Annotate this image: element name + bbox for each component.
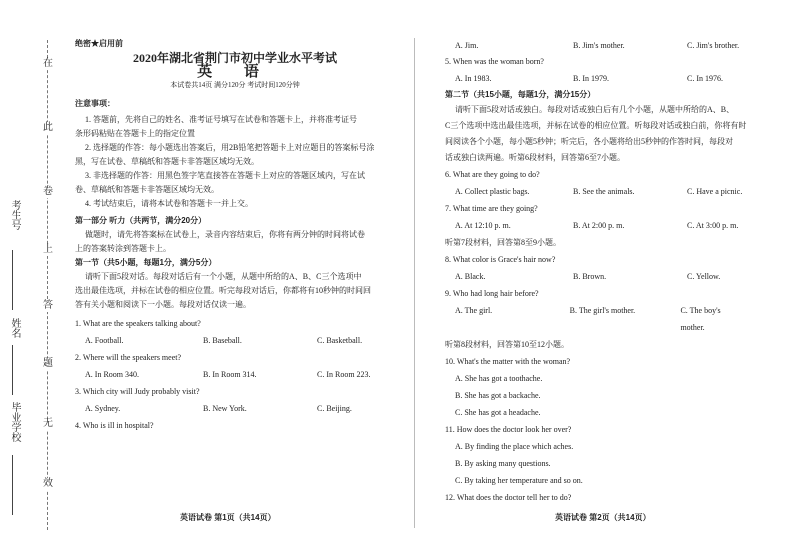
page-right	[445, 38, 745, 506]
options-3	[85, 399, 395, 418]
seal-char: 在	[43, 58, 53, 69]
notice-line: 卷、草稿纸和答题卡非答题区域均无效。	[75, 185, 219, 194]
section1-text: 请听下面5段对话。每段对话后有一个小题，从题中所给的A、B、C三个选项中	[85, 272, 362, 281]
options-4	[455, 38, 745, 53]
option[interactable]: C. The boy's mother.	[680, 306, 721, 332]
exam-title: 2020年湖北省荆门市初中学业水平考试	[132, 51, 337, 65]
school-line	[12, 455, 13, 515]
option[interactable]: A. Football.	[85, 336, 124, 345]
option[interactable]: B. In Room 314.	[203, 370, 257, 379]
section1-text: 答有关小题和阅读下一小题。每段对话仅读一遍。	[75, 300, 251, 309]
option[interactable]: C. Have a picnic.	[687, 187, 743, 196]
option[interactable]: C. Yellow.	[687, 272, 721, 281]
option[interactable]: A. Black.	[455, 272, 486, 281]
seal-char: 上	[43, 244, 53, 255]
exam-number-line	[12, 250, 13, 310]
part1-text: 上的答案转涂到答题卡上。	[75, 244, 171, 253]
listen-instruction-7: 听第7段材料，回答第8至9小题。	[445, 238, 561, 247]
seal-line	[47, 40, 48, 530]
option[interactable]: B. New York.	[203, 404, 247, 413]
option[interactable]: C. At 3:00 p. m.	[687, 221, 739, 230]
notice-line: 黑，写在试卷、草稿纸和答题卡非答题区域均无效。	[75, 157, 259, 166]
binding-strip	[0, 0, 68, 560]
question-4: 4. Who is ill in hospital?	[75, 421, 154, 430]
question-11: 11. How does the doctor look her over?	[445, 425, 572, 434]
option[interactable]: C. Beijing.	[317, 404, 352, 413]
question-3: 3. Which city will Judy probably visit?	[75, 387, 200, 396]
option[interactable]: B. Brown.	[573, 272, 607, 281]
option[interactable]: B. By asking many questions.	[455, 459, 551, 468]
option[interactable]: B. In 1979.	[573, 74, 609, 83]
option[interactable]: B. She has got a backache.	[455, 391, 541, 400]
name-line	[12, 345, 13, 395]
seal-char: 效	[43, 478, 53, 489]
option[interactable]: A. She has got a toothache.	[455, 374, 543, 383]
question-2: 2. Where will the speakers meet?	[75, 353, 182, 362]
option[interactable]: C. By taking her temperature and so on.	[455, 476, 583, 485]
seal-char: 答	[43, 300, 53, 311]
option[interactable]: C. In Room 223.	[317, 370, 371, 379]
notice-line: 条形码粘贴在答题卡上的指定位置	[75, 129, 195, 138]
question-10: 10. What's the matter with the woman?	[445, 357, 571, 366]
option[interactable]: A. Collect plastic bags.	[455, 187, 530, 196]
question-12: 12. What does the doctor tell her to do?	[445, 493, 572, 502]
name-label: 姓名	[9, 318, 20, 338]
options-8	[455, 268, 745, 285]
question-6: 6. What are they going to do?	[445, 170, 540, 179]
seal-char: 此	[43, 122, 53, 133]
question-5: 5. When was the woman born?	[445, 57, 544, 66]
section2-heading: 第二节（共15小题，每题1分，满分15分）	[445, 90, 596, 99]
options-2	[85, 365, 395, 384]
option[interactable]: C. Basketball.	[317, 336, 363, 345]
question-1: 1. What are the speakers talking about?	[75, 319, 201, 328]
subject-title: 英 语	[197, 64, 273, 80]
question-8: 8. What color is Grace's hair now?	[445, 255, 556, 264]
section2-text: 话或独白读两遍。听第6段材料，回答第6至7小题。	[445, 153, 625, 162]
options-7	[455, 217, 745, 234]
secret-label: 绝密★启用前	[75, 39, 123, 48]
option[interactable]: C. Jim's brother.	[687, 41, 740, 50]
question-9: 9. Who had long hair before?	[445, 289, 539, 298]
footer-right: 英语试卷 第2页（共14页）	[555, 513, 651, 522]
notice-line: 1. 答题前，先将自己的姓名、准考证号填写在试卷和答题卡上，并将准考证号	[85, 115, 357, 124]
option[interactable]: A. In 1983.	[455, 74, 492, 83]
option[interactable]: A. Jim.	[455, 41, 479, 50]
option[interactable]: A. By finding the place which aches.	[455, 442, 574, 451]
notice-line: 2. 选择题的作答：每小题选出答案后，用2B铅笔把答题卡上对应题目的答案标号涂	[85, 143, 375, 152]
seal-char: 卷	[43, 186, 53, 197]
option[interactable]: B. See the animals.	[573, 187, 635, 196]
notice-line: 3. 非选择题的作答：用黑色签字笔直接答在答题卡上对应的答题区域内，写在试	[85, 171, 365, 180]
option[interactable]: B. Jim's mother.	[573, 41, 625, 50]
section2-text: 请听下面5段对话或独白。每段对话或独白后有几个小题，从题中所给的A、B、	[455, 105, 735, 114]
option[interactable]: B. Baseball.	[203, 336, 242, 345]
page-divider	[414, 38, 415, 528]
options-1	[85, 331, 395, 350]
section1-text: 选出最佳选项，并标在试卷的相应位置。听完每段对话后，你都将有10秒钟的时间回	[75, 286, 371, 295]
exam-number-label: 考生号	[9, 200, 20, 230]
option[interactable]: C. In 1976.	[687, 74, 723, 83]
seal-char: 无	[43, 418, 53, 429]
seal-char: 题	[43, 358, 53, 369]
option[interactable]: A. In Room 340.	[85, 370, 139, 379]
page-left	[75, 38, 395, 433]
option[interactable]: A. Sydney.	[85, 404, 121, 413]
options-9	[455, 302, 745, 336]
exam-info: 本试卷共14页 满分120分 考试时间120分钟	[170, 81, 300, 89]
notice-title: 注意事项：	[75, 99, 115, 108]
section2-text: C三个选项中选出最佳选项，并标在试卷的相应位置。听每段对话或独白前，你将有时	[445, 121, 747, 130]
notice-line: 4. 考试结束后，请将本试卷和答题卡一并上交。	[85, 199, 253, 208]
option[interactable]: A. The girl.	[455, 306, 493, 315]
listen-instruction-8: 听第8段材料，回答第10至12小题。	[445, 340, 569, 349]
section2-text: 间阅读各个小题，每小题5秒钟；听完后，各小题将给出5秒钟的作答时间，每段对	[445, 137, 733, 146]
option[interactable]: A. At 12:10 p. m.	[455, 221, 511, 230]
option[interactable]: C. She has got a headache.	[455, 408, 541, 417]
option[interactable]: B. The girl's mother.	[569, 306, 636, 315]
footer-left: 英语试卷 第1页（共14页）	[180, 513, 276, 522]
school-label: 毕业学校	[9, 402, 20, 442]
part1-heading: 第一部分 听力（共两节，满分20分）	[75, 216, 207, 225]
section1-heading: 第一节（共5小题，每题1分，满分5分）	[75, 258, 217, 267]
option[interactable]: B. At 2:00 p. m.	[573, 221, 625, 230]
question-7: 7. What time are they going?	[445, 204, 538, 213]
part1-text: 做题时，请先将答案标在试卷上，录音内容结束后，你将有两分钟的时间将试卷	[85, 230, 365, 239]
options-6	[455, 183, 745, 200]
options-5	[455, 70, 745, 87]
